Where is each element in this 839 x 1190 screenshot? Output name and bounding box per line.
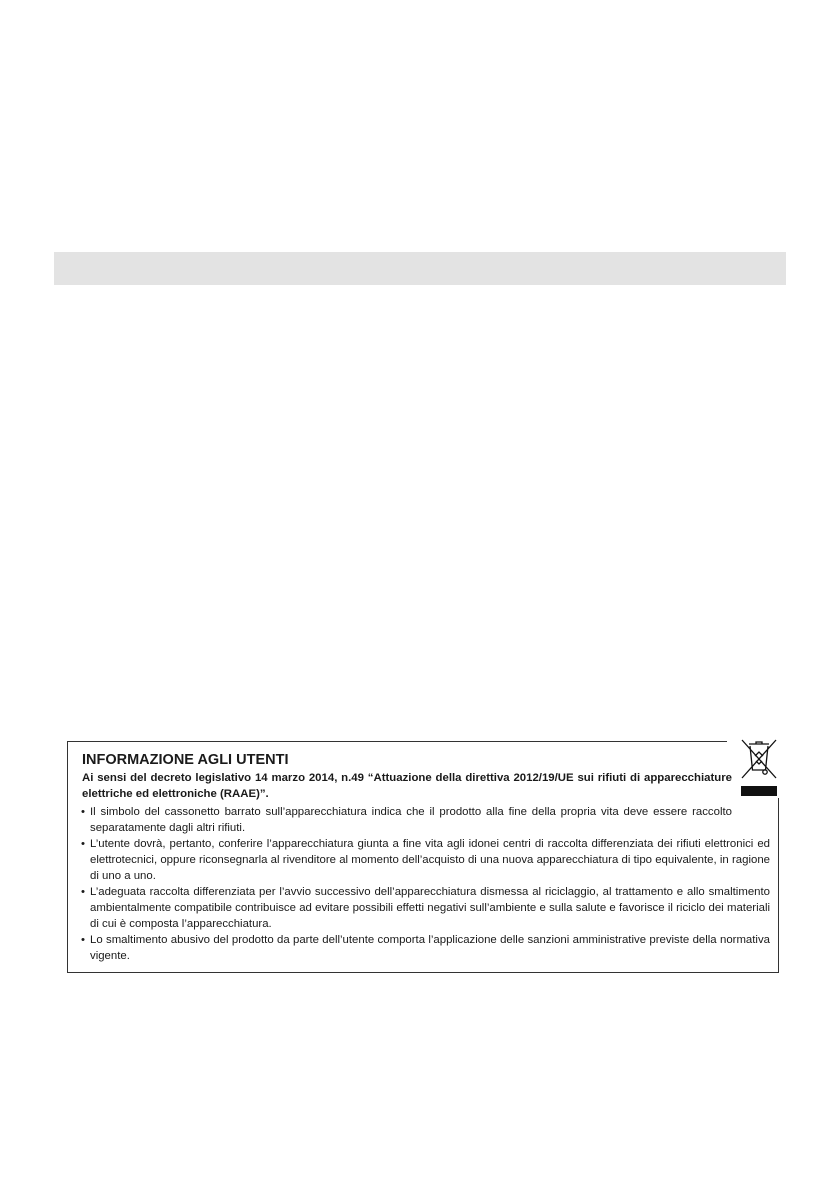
notice-content (82, 752, 770, 964)
section-header-band (54, 252, 786, 285)
list-item: • L’utente dovrà, pertanto, conferire l’apparecchiatura giunta a fine vita agli idonei centri di raccolta differenziata dei rifiuti elettronici ed elettrotecnici, oppure riconsegnarla al rivenditore al momento dell’acquisto di una nuova apparecchiatura di tipo equivalente, in ragione di uno a uno. (82, 836, 770, 884)
notice-intro: Ai sensi del decreto legislativo 14 marzo 2014, n.49 “Attuazione della direttiva 2012/19/UE sui rifiuti di apparecchiature elettriche ed elettroniche (RAAE)”. (82, 772, 732, 800)
list-item: • L’adeguata raccolta differenziata per l’avvio successivo dell’apparecchiatura dismessa al riciclaggio, al trattamento e allo smaltimento ambientalmente compatibile contribuisce ad evitare possibili effetti negativi sull’ambiente e sulla salute e favorisce il riciclo dei materiali di cui è composta l’apparecchiatura. (82, 884, 770, 932)
list-item: • Il simbolo del cassonetto barrato sull’apparecchiatura indica che il prodotto alla fine della propria vita deve essere raccolto separatamente dagli altri rifiuti. (82, 804, 732, 836)
notice-list (82, 804, 770, 964)
list-item: • Lo smaltimento abusivo del prodotto da parte dell’utente comporta l’applicazione delle sanzioni amministrative previste della normativa vigente. (82, 932, 770, 964)
notice-title: INFORMAZIONE AGLI UTENTI (82, 752, 289, 768)
